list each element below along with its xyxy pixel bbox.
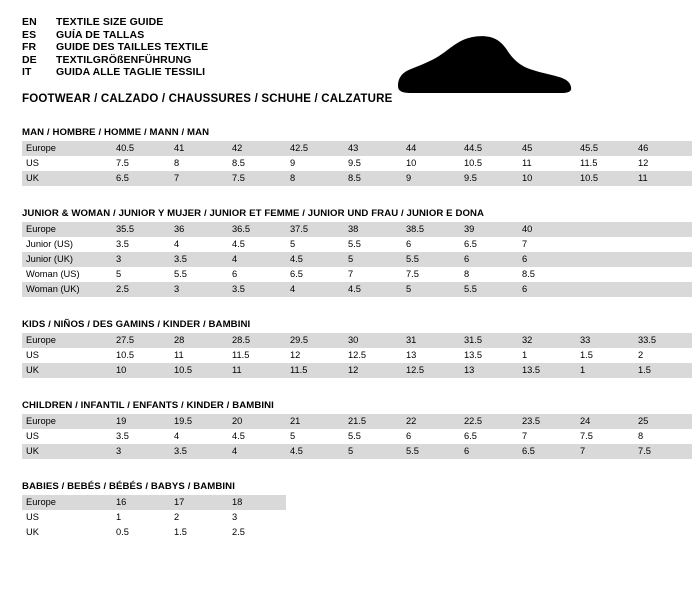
- cell: 30: [344, 333, 402, 348]
- cell: 31.5: [460, 333, 518, 348]
- cell: 8.5: [344, 171, 402, 186]
- cell: 3.5: [228, 282, 286, 297]
- cell-empty: [634, 252, 692, 267]
- size-table-babies: [22, 495, 286, 540]
- row-label: Woman (UK): [22, 282, 112, 297]
- language-code: IT: [22, 66, 32, 78]
- cell: 3: [112, 252, 170, 267]
- cell: 2: [634, 348, 692, 363]
- cell: 19: [112, 414, 170, 429]
- cell: 9.5: [460, 171, 518, 186]
- cell-empty: [576, 282, 634, 297]
- language-row: [22, 16, 208, 29]
- row-label: UK: [22, 444, 112, 459]
- cell: 6.5: [460, 429, 518, 444]
- row-label: Junior (US): [22, 237, 112, 252]
- cell: 5.5: [344, 429, 402, 444]
- shoe-body: [398, 36, 571, 93]
- cell: 10.5: [170, 363, 228, 378]
- table-row: [22, 444, 692, 459]
- cell: 21: [286, 414, 344, 429]
- row-label: US: [22, 510, 112, 525]
- cell: 3.5: [112, 429, 170, 444]
- size-table-body: [22, 495, 286, 540]
- row-label: UK: [22, 363, 112, 378]
- cell: 5: [344, 252, 402, 267]
- cell: 3.5: [170, 444, 228, 459]
- table-row: [22, 141, 692, 156]
- cell: 8.5: [518, 267, 576, 282]
- cell: 5.5: [402, 252, 460, 267]
- cell: 6: [518, 252, 576, 267]
- cell: 13: [460, 363, 518, 378]
- size-table-man: [22, 141, 692, 186]
- cell: 6: [228, 267, 286, 282]
- language-title: GUÍA DE TALLAS: [56, 28, 145, 41]
- cell: 33: [576, 333, 634, 348]
- row-label: Woman (US): [22, 267, 112, 282]
- cell: 22.5: [460, 414, 518, 429]
- cell: 7.5: [228, 171, 286, 186]
- table-row: [22, 237, 692, 252]
- size-table-junior-woman: [22, 222, 692, 297]
- cell: 33.5: [634, 333, 692, 348]
- section-kids: [22, 318, 657, 378]
- language-row: [22, 29, 208, 42]
- row-label: US: [22, 156, 112, 171]
- language-title: GUIDE DES TAILLES TEXTILE: [56, 41, 209, 53]
- section-title: JUNIOR & WOMAN / JUNIOR Y MUJER / JUNIOR ET FEMME / JUNIOR UND FRAU / JUNIOR E DONA: [22, 207, 485, 219]
- language-row: [22, 41, 208, 54]
- cell: 6: [460, 252, 518, 267]
- cell: 6.5: [286, 267, 344, 282]
- cell: 12: [344, 363, 402, 378]
- cell: 9.5: [344, 156, 402, 171]
- table-row: [22, 171, 692, 186]
- cell: 24: [576, 414, 634, 429]
- row-label: UK: [22, 525, 112, 540]
- cell: 6: [402, 237, 460, 252]
- cell: 4: [170, 237, 228, 252]
- section-junior-woman: [22, 208, 578, 297]
- table-row: [22, 267, 692, 282]
- cell: 10.5: [576, 171, 634, 186]
- cell: 7.5: [576, 429, 634, 444]
- cell: 12.5: [402, 363, 460, 378]
- cell: 4: [286, 282, 344, 297]
- table-row: [22, 222, 692, 237]
- cell: 10.5: [112, 348, 170, 363]
- cell: 21.5: [344, 414, 402, 429]
- cell: 12.5: [344, 348, 402, 363]
- cell: 8: [634, 429, 692, 444]
- cell-empty: [576, 267, 634, 282]
- row-label: Europe: [22, 141, 112, 156]
- cell: 9: [402, 171, 460, 186]
- row-label: Europe: [22, 333, 112, 348]
- cell: 5.5: [460, 282, 518, 297]
- cell: 7: [576, 444, 634, 459]
- size-table-body: [22, 222, 692, 297]
- table-row: [22, 429, 692, 444]
- cell: 4: [228, 252, 286, 267]
- cell: 11.5: [228, 348, 286, 363]
- cell: 43: [344, 141, 402, 156]
- cell: 7.5: [634, 444, 692, 459]
- table-row: [22, 333, 692, 348]
- table-row: [22, 348, 692, 363]
- cell: 10: [402, 156, 460, 171]
- cell: 5.5: [402, 444, 460, 459]
- language-title: TEXTILGRÖßENFÜHRUNG: [56, 53, 192, 66]
- cell-empty: [634, 237, 692, 252]
- cell-empty: [576, 252, 634, 267]
- cell: 0.5: [112, 525, 170, 540]
- document-header: [22, 16, 578, 79]
- cell: 10.5: [460, 156, 518, 171]
- cell: 27.5: [112, 333, 170, 348]
- cell: 13: [402, 348, 460, 363]
- language-title-body: [22, 16, 208, 79]
- section-title: KIDS / NIÑOS / DES GAMINS / KINDER / BAMBINI: [22, 318, 251, 330]
- table-row: [22, 156, 692, 171]
- cell: 7: [344, 267, 402, 282]
- cell: 10: [112, 363, 170, 378]
- cell: 28: [170, 333, 228, 348]
- cell: 3: [170, 282, 228, 297]
- size-table-body: [22, 414, 692, 459]
- cell: 1.5: [576, 348, 634, 363]
- cell: 3.5: [170, 252, 228, 267]
- row-label: US: [22, 348, 112, 363]
- table-row: [22, 525, 286, 540]
- cell: 22: [402, 414, 460, 429]
- cell: 5: [286, 429, 344, 444]
- language-title-list: [22, 16, 208, 79]
- cell: 6: [518, 282, 576, 297]
- cell: 41: [170, 141, 228, 156]
- language-code: FR: [22, 41, 37, 53]
- row-label: Europe: [22, 414, 112, 429]
- cell: 28.5: [228, 333, 286, 348]
- cell: 11: [170, 348, 228, 363]
- cell: 45.5: [576, 141, 634, 156]
- cell: 46: [634, 141, 692, 156]
- cell: 8: [460, 267, 518, 282]
- cell: 7: [518, 429, 576, 444]
- cell: 4.5: [228, 429, 286, 444]
- cell: 36.5: [228, 222, 286, 237]
- cell: 5: [344, 444, 402, 459]
- cell: 44: [402, 141, 460, 156]
- language-code: ES: [22, 28, 37, 41]
- cell: 12: [286, 348, 344, 363]
- language-row: [22, 54, 208, 67]
- section-man: [22, 126, 649, 186]
- cell: 23.5: [518, 414, 576, 429]
- cell: 11: [634, 171, 692, 186]
- cell: 2.5: [228, 525, 286, 540]
- cell: 8.5: [228, 156, 286, 171]
- cell: 4.5: [228, 237, 286, 252]
- cell: 1: [112, 510, 170, 525]
- cell: 5.5: [170, 267, 228, 282]
- row-label: Junior (UK): [22, 252, 112, 267]
- cell: 1.5: [634, 363, 692, 378]
- cell-empty: [576, 222, 634, 237]
- cell: 8: [170, 156, 228, 171]
- cell-empty: [634, 222, 692, 237]
- language-row: [22, 66, 208, 79]
- row-label: UK: [22, 171, 112, 186]
- cell: 38.5: [402, 222, 460, 237]
- cell: 13.5: [518, 363, 576, 378]
- cell: 3: [228, 510, 286, 525]
- cell: 37.5: [286, 222, 344, 237]
- cell: 31: [402, 333, 460, 348]
- size-table-body: [22, 333, 692, 378]
- cell: 9: [286, 156, 344, 171]
- cell: 6.5: [460, 237, 518, 252]
- cell: 18: [228, 495, 286, 510]
- cell: 11: [518, 156, 576, 171]
- section-children: [22, 399, 651, 459]
- size-table-kids: [22, 333, 692, 378]
- cell: 1: [576, 363, 634, 378]
- table-row: [22, 282, 692, 297]
- cell: 5: [402, 282, 460, 297]
- table-row: [22, 510, 286, 525]
- cell: 4.5: [344, 282, 402, 297]
- cell: 25: [634, 414, 692, 429]
- row-label: Europe: [22, 222, 112, 237]
- cell-empty: [634, 282, 692, 297]
- size-table-body: [22, 141, 692, 186]
- footwear-heading: FOOTWEAR / CALZADO / CHAUSSURES / SCHUHE / CALZATURE: [22, 92, 393, 105]
- cell: 16: [112, 495, 170, 510]
- cell: 8: [286, 171, 344, 186]
- dress-shoe-icon: [391, 30, 576, 102]
- cell: 4.5: [286, 252, 344, 267]
- table-row: [22, 252, 692, 267]
- cell: 45: [518, 141, 576, 156]
- cell-empty: [634, 267, 692, 282]
- cell: 36: [170, 222, 228, 237]
- size-table-children: [22, 414, 692, 459]
- cell: 29.5: [286, 333, 344, 348]
- section-title: CHILDREN / INFANTIL / ENFANTS / KINDER / BAMBINI: [22, 399, 274, 411]
- section-babies: [22, 481, 578, 540]
- cell: 10: [518, 171, 576, 186]
- cell: 32: [518, 333, 576, 348]
- row-label: Europe: [22, 495, 112, 510]
- cell-empty: [576, 237, 634, 252]
- cell: 38: [344, 222, 402, 237]
- cell: 11: [228, 363, 286, 378]
- cell: 1: [518, 348, 576, 363]
- cell: 19.5: [170, 414, 228, 429]
- cell: 11.5: [576, 156, 634, 171]
- cell: 7.5: [112, 156, 170, 171]
- language-title: TEXTILE SIZE GUIDE: [56, 16, 164, 28]
- cell: 13.5: [460, 348, 518, 363]
- section-title: MAN / HOMBRE / HOMME / MANN / MAN: [22, 126, 210, 138]
- cell: 44.5: [460, 141, 518, 156]
- cell: 6.5: [112, 171, 170, 186]
- cell: 5: [286, 237, 344, 252]
- cell: 11.5: [286, 363, 344, 378]
- cell: 6: [460, 444, 518, 459]
- cell: 4: [228, 444, 286, 459]
- cell: 12: [634, 156, 692, 171]
- cell: 4: [170, 429, 228, 444]
- table-row: [22, 414, 692, 429]
- row-label: US: [22, 429, 112, 444]
- cell: 7: [518, 237, 576, 252]
- cell: 6.5: [518, 444, 576, 459]
- cell: 20: [228, 414, 286, 429]
- cell: 2.5: [112, 282, 170, 297]
- section-title: BABIES / BEBÉS / BÉBÉS / BABYS / BAMBINI: [22, 480, 235, 492]
- cell: 7: [170, 171, 228, 186]
- language-code: EN: [22, 16, 37, 28]
- cell: 7.5: [402, 267, 460, 282]
- cell: 6: [402, 429, 460, 444]
- cell: 42.5: [286, 141, 344, 156]
- language-title: GUIDA ALLE TAGLIE TESSILI: [56, 66, 206, 78]
- cell: 5.5: [344, 237, 402, 252]
- cell: 42: [228, 141, 286, 156]
- cell: 35.5: [112, 222, 170, 237]
- cell: 39: [460, 222, 518, 237]
- table-row: [22, 495, 286, 510]
- cell: 3: [112, 444, 170, 459]
- cell: 4.5: [286, 444, 344, 459]
- cell: 1.5: [170, 525, 228, 540]
- table-row: [22, 363, 692, 378]
- cell: 3.5: [112, 237, 170, 252]
- cell: 17: [170, 495, 228, 510]
- cell: 40.5: [112, 141, 170, 156]
- cell: 40: [518, 222, 576, 237]
- language-code: DE: [22, 53, 37, 66]
- cell: 2: [170, 510, 228, 525]
- cell: 5: [112, 267, 170, 282]
- dress-shoe-svg: [391, 30, 576, 102]
